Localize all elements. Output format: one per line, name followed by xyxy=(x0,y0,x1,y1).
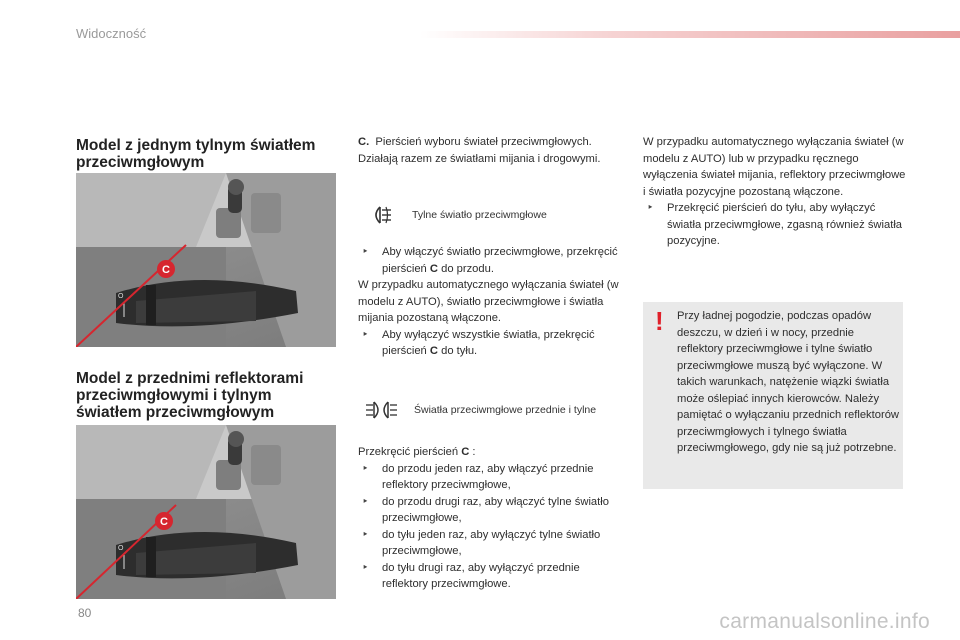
rear-fog-light-icon xyxy=(368,203,398,227)
section2-title-line1: Model z przednimi reflektorami xyxy=(76,370,304,387)
photo2-c-label: C xyxy=(160,516,168,528)
turn-item: ‣ do tyłu jeden raz, aby wyłączyć tylne światło przeciwmgłowe, xyxy=(358,527,628,560)
photo1-c-label: C xyxy=(162,264,170,276)
c-label: C. xyxy=(358,136,370,148)
header-bar xyxy=(420,31,960,38)
bullet1-end: do przodu. xyxy=(437,262,494,275)
c-desc: Pierścień wyboru świateł przeciwmgłowych. Działają razem ze światłami mijania i drogowymi. xyxy=(358,136,601,165)
bullet1-text: Aby włączyć światło przeciwmgłowe, przekręcić pierścień xyxy=(382,246,618,275)
turn-intro-text: Przekręcić pierścień xyxy=(358,446,462,458)
warning-icon: ! xyxy=(655,306,664,336)
warning-box xyxy=(643,302,903,489)
section1-title-line1: Model z jednym tylnym światłem xyxy=(76,137,316,154)
turn-item: ‣ do przodu jeden raz, aby włączyć przednie reflektory przeciwmgłowe, xyxy=(358,461,628,494)
stalk-photo-1 xyxy=(76,173,336,347)
turn-item: ‣ do przodu drugi raz, aby włączyć tylne światło przeciwmgłowe, xyxy=(358,494,628,527)
col2-body xyxy=(358,244,628,360)
front-rear-fog-light-icon xyxy=(364,398,400,422)
watermark: carmanualsonline.info xyxy=(719,610,930,633)
rear-fog-icon-row xyxy=(368,203,547,227)
rear-fog-label: Tylne światło przeciwmgłowe xyxy=(412,209,547,221)
section1-title-line2: przeciwmgłowym xyxy=(76,154,205,171)
bullet-switch-off xyxy=(358,327,628,360)
auto-paragraph: W przypadku automatycznego wyłączania świateł (w modelu z AUTO), światło przeciwmgłowe i światła mijania pozostaną włączone. xyxy=(358,279,619,324)
stalk-photo-2 xyxy=(76,425,336,599)
col2-intro xyxy=(358,134,628,167)
turn-item: ‣ do tyłu drugi raz, aby wyłączyć przednie reflektory przeciwmgłowe. xyxy=(358,560,628,593)
front-rear-fog-label: Światła przeciwmgłowe przednie i tylne xyxy=(414,404,597,416)
col3-bullet: ‣ Przekręcić pierścień do tyłu, aby wyłączyć światła przeciwmgłowe, zgasną również światła pozycyjne. xyxy=(643,200,909,250)
col3-paragraph: W przypadku automatycznego wyłączania świateł (w modelu z AUTO) lub w przypadku ręcznego wyłączenia świateł mijania, reflektory przeciwmgłowe i światła pozycyjne pozostaną włączone. xyxy=(643,136,906,198)
section2-title-line2: przeciwmgłowymi i tylnym xyxy=(76,387,272,404)
bullet2-c: C xyxy=(429,345,438,357)
turn-intro-colon: : xyxy=(469,446,476,458)
bullet2-text: Aby wyłączyć wszystkie światła, przekręcić pierścień xyxy=(382,328,595,357)
col2-turn-list xyxy=(358,444,628,593)
header-title: Widoczność xyxy=(76,26,147,41)
warning-text: Przy ładnej pogodzie, podczas opadów deszczu, w dzień i w nocy, przednie reflektory przeciwmgłowe i tylne światło przeciwmgłowe muszą być wyłączone. W takich warunkach, natężenie wiązki światła może oślepiać innych kierowców. Należy pamiętać o wyłączaniu przednich reflektorów przeciwmgłowych i tylnego światła przeciwmgłowego, gdy nie są już potrzebne. xyxy=(677,310,899,454)
turn-intro xyxy=(358,444,628,461)
turn-intro-c: C xyxy=(461,446,470,458)
front-rear-fog-icon-row xyxy=(364,398,596,422)
section1-title xyxy=(76,137,315,171)
page-number: 80 xyxy=(78,606,92,620)
bullet-switch-on xyxy=(358,244,628,277)
bullet2-end: do tyłu. xyxy=(437,345,478,357)
svg-text:O: O xyxy=(118,293,124,300)
section2-title-line3: światłem przeciwmgłowym xyxy=(76,404,275,421)
svg-text:O: O xyxy=(118,545,124,552)
col3-body xyxy=(643,134,909,250)
bullet1-c: C xyxy=(429,262,438,275)
section2-title xyxy=(76,370,303,421)
